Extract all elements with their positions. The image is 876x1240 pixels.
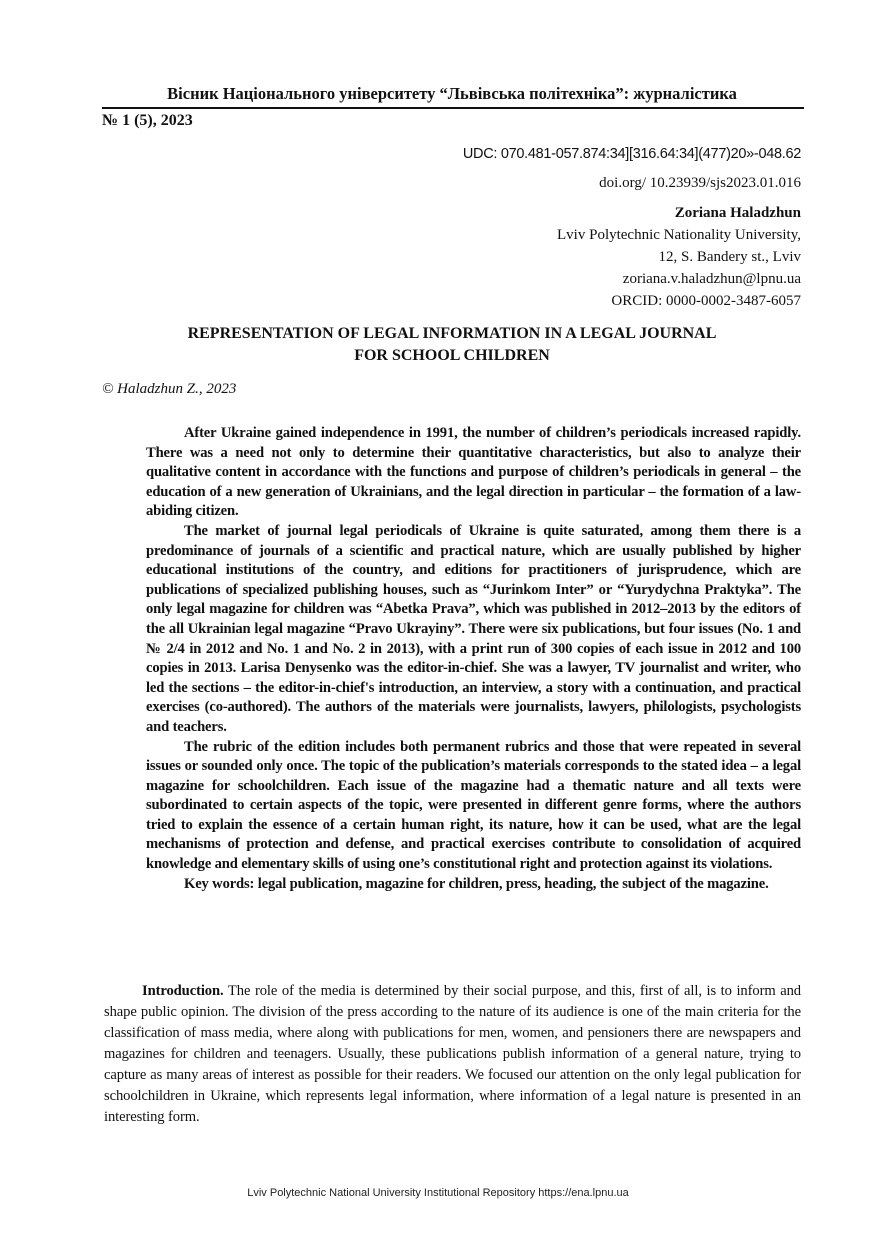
author-address: 12, S. Bandery st., Lviv bbox=[658, 249, 801, 265]
abstract bbox=[146, 424, 801, 894]
author-orcid[interactable]: ORCID: 0000-0002-3487-6057 bbox=[611, 293, 801, 309]
introduction-section bbox=[104, 981, 801, 1128]
udc-code: UDC: 070.481-057.874:34][316.64:34](477)20»-048.62 bbox=[462, 146, 801, 162]
introduction-heading: Introduction. bbox=[142, 983, 224, 999]
journal-title: Вісник Національного університету “Львівська політехніка”: журналістика bbox=[167, 84, 737, 103]
keywords: Key words: legal publication, magazine for children, press, heading, the subject of the magazine. bbox=[184, 875, 769, 892]
author-name: Zoriana Haladzhun bbox=[674, 205, 801, 221]
introduction-paragraph bbox=[104, 981, 801, 1128]
author-email[interactable]: zoriana.v.haladzhun@lpnu.ua bbox=[622, 271, 801, 287]
abstract-paragraph: The market of journal legal periodicals of Ukraine is quite saturated, among them there is a predominance of journals of a scientific and practical nature, which are usually published by higher educational institutions of the country, and editions for practitioners of jurisprudence, which are publications of specialized publishing houses, such as “Jurinkom Inter” or “Yurydychna Praktyka”. The only legal magazine for children was “Abetka Prava”, which was published in 2012–2013 by the editors of the all Ukrainian legal magazine “Pravo Ukrayiny”. There were six publications, but four issues (No. 1 and № 2/4 in 2012 and No. 1 and No. 2 in 2013), with a print run of 300 copies of each issue in 2012 and 100 copies in 2013. Larisa Denysenko was the editor-in-chief. She was a lawyer, TV journalist and writer, who led the sections – the editor-in-chief's introduction, an interview, a story with a continuation, and practical exercises (co-authored). The authors of the materials were journalists, lawyers, philologists, psychologists and teachers. bbox=[146, 522, 801, 735]
article-title bbox=[100, 323, 804, 367]
doi-link[interactable]: doi.org/ 10.23939/sjs2023.01.016 bbox=[599, 175, 801, 191]
repository-footer: Lviv Polytechnic National University Institutional Repository https://ena.lpnu.ua bbox=[247, 1187, 629, 1199]
article-title-line-1: REPRESENTATION OF LEGAL INFORMATION IN A LEGAL JOURNAL bbox=[187, 325, 717, 342]
issue-number: № 1 (5), 2023 bbox=[102, 112, 193, 129]
header-divider bbox=[102, 107, 804, 109]
introduction-text: The role of the media is determined by their social purpose, and this, first of all, is to inform and shape public opinion. The division of the press according to the nature of its audience is one of the main criteria for the classification of mass media, where along with publications for men, women, and pensioners there are newspapers and magazines for children and teenagers. Usually, these publications publish information of a general nature, trying to capture as many areas of interest as possible for their readers. We focused our attention on the only legal publication for schoolchildren in Ukraine, which represents legal information, where information of a legal nature is presented in an interesting form. bbox=[104, 983, 801, 1125]
abstract-paragraph: After Ukraine gained independence in 1991, the number of children’s periodicals increased rapidly. There was a need not only to determine their quantitative characteristics, but also to analyze their qualitative content in accordance with the functions and purpose of children’s periodicals in general – the education of a new generation of Ukrainians, and the legal direction in particular – the formation of a law-abiding citizen. bbox=[146, 425, 801, 520]
author-affiliation: Lviv Polytechnic Nationality University, bbox=[557, 227, 801, 243]
abstract-paragraph: The rubric of the edition includes both permanent rubrics and those that were repeated in several issues or sounded only once. The topic of the publication’s materials corresponds to the stated idea – a legal magazine for schoolchildren. Each issue of the magazine had a thematic nature and all texts were subordinated to certain aspects of the topic, were presented in different genre forms, where the authors tried to explain the essence of a certain human right, its nature, how it can be used, what are the legal mechanisms of protection and defense, and practical exercises contribute to consolidation of acquired knowledge and elementary skills of using one’s constitutional right and protection against its violations. bbox=[146, 738, 801, 873]
copyright-notice: © Haladzhun Z., 2023 bbox=[102, 381, 237, 397]
article-title-line-2: FOR SCHOOL CHILDREN bbox=[354, 347, 550, 364]
